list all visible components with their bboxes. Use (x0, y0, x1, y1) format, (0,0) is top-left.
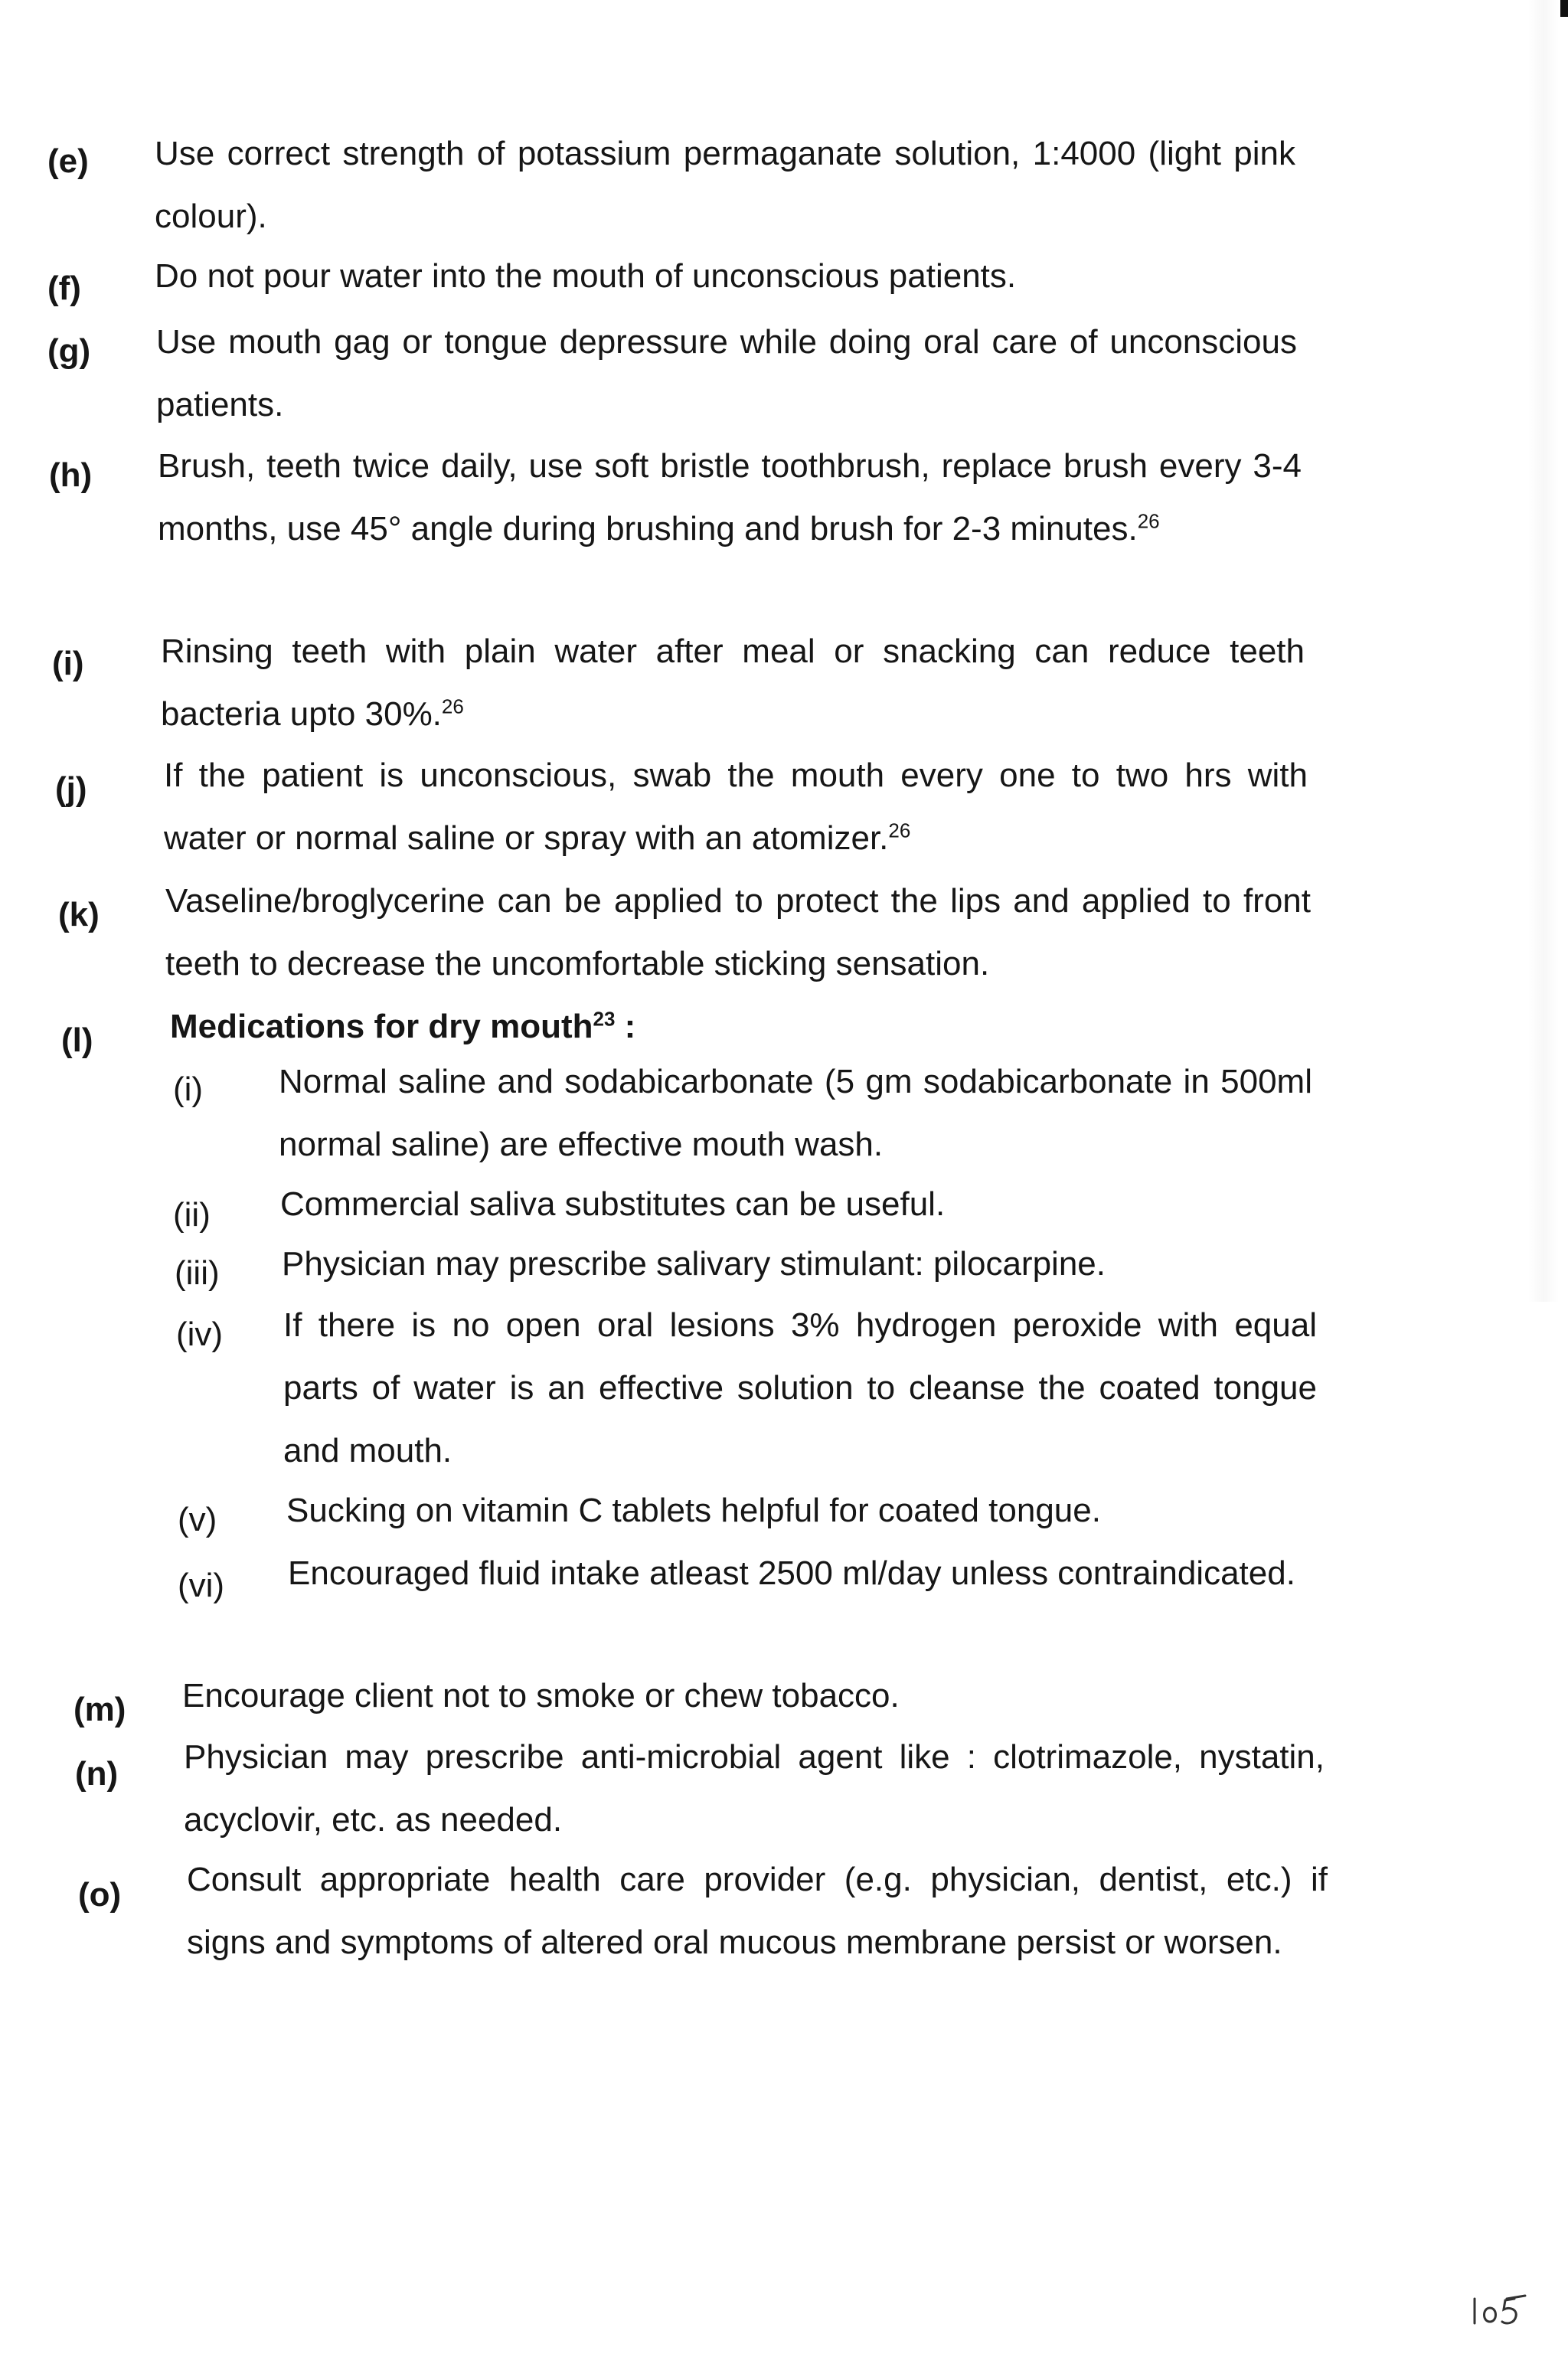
item-text-n: Physician may prescribe anti-microbial agent like : clotrimazole, nystatin, acyclovir, etc. as needed. (184, 1738, 1325, 1839)
subitem-label-5: (v) (178, 1501, 217, 1538)
item-label-o: (o) (78, 1876, 122, 1914)
scan-edge-mark (1560, 0, 1568, 17)
item-ref-h: 26 (1137, 509, 1160, 533)
dry-mouth-heading-suffix: : (615, 1008, 636, 1045)
subitem-label-2: (ii) (173, 1196, 211, 1234)
handwritten-page-number (1470, 2291, 1531, 2329)
item-label-f: (f) (47, 270, 81, 307)
item-label-n: (n) (75, 1755, 119, 1793)
subitem-label-6: (vi) (178, 1567, 225, 1604)
item-label-e: (e) (47, 142, 89, 180)
subitem-label-4: (iv) (176, 1316, 224, 1353)
item-label-k: (k) (58, 896, 100, 933)
subitem-text-3: Physician may prescribe salivary stimulant: pilocarpine. (282, 1245, 1106, 1283)
subitem-text-5: Sucking on vitamin C tablets helpful for coated tongue. (286, 1492, 1101, 1529)
item-text-f: Do not pour water into the mouth of unconscious patients. (155, 257, 1017, 295)
subitem-text-1: Normal saline and sodabicarbonate (5 gm sodabicarbonate in 500ml normal saline) are effective mouth wash. (279, 1063, 1312, 1163)
item-text-j (164, 744, 1308, 870)
item-text-h (158, 435, 1302, 561)
item-text-g: Use mouth gag or tongue depressure while doing oral care of unconscious patients. (156, 323, 1297, 423)
item-text-h-body: Brush, teeth twice daily, use soft bristle toothbrush, replace brush every 3-4 months, use 45° angle during brushing and brush for 2-3 minutes. (158, 447, 1302, 548)
item-ref-j: 26 (888, 819, 911, 842)
item-ref-i: 26 (441, 695, 464, 718)
item-text-m: Encourage client not to smoke or chew tobacco. (182, 1677, 900, 1714)
item-text-e: Use correct strength of potassium permaganate solution, 1:4000 (light pink colour). (155, 135, 1295, 235)
item-text-k: Vaseline/broglycerine can be applied to protect the lips and applied to front teeth to decrease the uncomfortable sticking sensation. (165, 882, 1311, 982)
item-label-l: (l) (61, 1021, 93, 1059)
item-label-m: (m) (74, 1691, 126, 1728)
item-ref-l: 23 (593, 1007, 616, 1031)
dry-mouth-heading: Medications for dry mouth (170, 1008, 593, 1045)
item-text-i-body: Rinsing teeth with plain water after meal or snacking can reduce teeth bacteria upto 30%. (161, 632, 1305, 733)
item-text-i (161, 620, 1305, 746)
item-text-o: Consult appropriate health care provider (e.g. physician, dentist, etc.) if signs and symptoms of altered oral mucous membrane persist or worsen. (187, 1861, 1328, 1961)
subitem-text-2: Commercial saliva substitutes can be useful. (280, 1185, 946, 1223)
subitem-text-6: Encouraged fluid intake atleast 2500 ml/day unless contraindicated. (288, 1554, 1295, 1592)
item-text-j-body: If the patient is unconscious, swab the mouth every one to two hrs with water or normal saline or spray with an atomizer. (164, 757, 1308, 857)
subitem-label-3: (iii) (175, 1254, 220, 1292)
item-label-i: (i) (52, 645, 84, 682)
item-label-j: (j) (55, 770, 87, 808)
item-label-g: (g) (47, 332, 91, 370)
item-label-h: (h) (49, 456, 93, 494)
item-heading-l (170, 995, 1242, 1058)
subitem-label-1: (i) (173, 1070, 204, 1108)
subitem-text-4: If there is no open oral lesions 3% hydrogen peroxide with equal parts of water is an effective solution to cleanse the coated tongue and mouth. (283, 1306, 1317, 1469)
scan-edge-shadow (1528, 0, 1559, 1302)
